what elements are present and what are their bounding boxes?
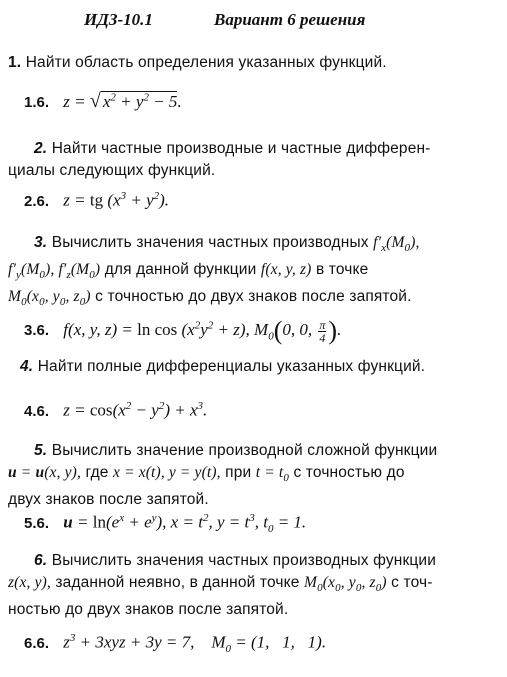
task-number: 2. [34,140,48,157]
formula-label: 3.6. [24,322,50,339]
word-where: где [85,464,109,481]
task-number: 1. [8,54,22,71]
formula-label: 4.6. [24,402,50,420]
task-text: Найти область определения указанных функций. [25,54,387,71]
task-1 [8,52,498,74]
task-2 [8,138,507,182]
variant-title: Вариант 6 решения [214,10,366,29]
formula-label: 1.6. [24,94,50,111]
formula-4-6: 4.6. $z = \cos(x^2 - y^2) + x^3$. [24,400,208,420]
word-two-digits: двух знаков после запятой. [8,491,209,509]
task-3: 3. Вычислить значения частных производных $f'_x(M_0)$, $f'_y(M_0)$, $f'_z(M_0)$ для данной функции f(x, y, z) в точке $M_0(x_0$, $y_0$, $z_0$) с точностью до двух знаков после запятой. [8,234,420,309]
word-implicit: заданной неявно, в данной точке [55,574,300,591]
formula-label: 2.6. [24,192,50,210]
task-text: Вычислить значения частных производных [51,234,369,251]
task-text-line-2: циалы следующих функций. [8,162,216,179]
word-accuracy-split: с точ- [391,574,433,591]
formula-label: 5.6. [24,514,50,532]
task-number: 3. [34,234,48,251]
task-number: 4. [20,358,34,375]
formula-2-6: 2.6. z = tg $(x^3 + y^2)$. [24,190,170,210]
formula-label: 6.6. [24,634,50,652]
task-text-3: в точке [315,261,369,279]
formula-1-6: 1.6. z = √ $x^2 + y^2 - 5$. [24,90,182,112]
task-text-line-1: Найти частные производные и частные дифферен- [51,140,431,157]
task-number: 6. [34,552,48,569]
task-number: 5. [34,442,48,459]
formula-6-6: 6.6. $z^3 + 3xyz + 3y = 7$, $M_0 = (1$, 1, 1). [24,632,327,656]
task-6: 6. Вычислить значения частных производных функции z(x, y), заданной неявно, в данной точке $M_0(x_0$, $y_0$, $z_0$) с точ- ностью до двух знаков после запятой. [8,552,437,619]
task-text: Найти полные дифференциалы указанных функций. [37,358,426,375]
assignment-code: ИДЗ-10.1 [84,10,153,29]
task-text-2: для данной функции [104,261,257,279]
task-4 [8,356,507,378]
word-at: при [225,464,252,481]
task-text-4: с точностью до двух знаков после запятой. [95,288,412,306]
word-accuracy: с точностью до [293,464,405,481]
formula-3-6: 3.6. f(x, y, $z) = \ln \cos (x^2y^2 + z)$, $M_0(0$, 0, $\frac{\pi}{4}$ ). [24,316,342,345]
formula-5-6: 5.6. $u = \ln(e^x + e^y)$, $x = t^2$, $y = t^3$, $t_0 = 1$. [24,512,307,536]
word-accuracy-rest: ностью до двух знаков после запятой. [8,601,289,619]
task-5: 5. Вычислить значение производной сложной функции u = u(x, y), где x = x(t), y = y(t), при $t = t_0$ с точностью до двух знаков после запятой. [8,442,438,509]
task-text: Вычислить значение производной сложной функции [51,442,438,459]
task-text: Вычислить значения частных производных функции [51,552,437,569]
